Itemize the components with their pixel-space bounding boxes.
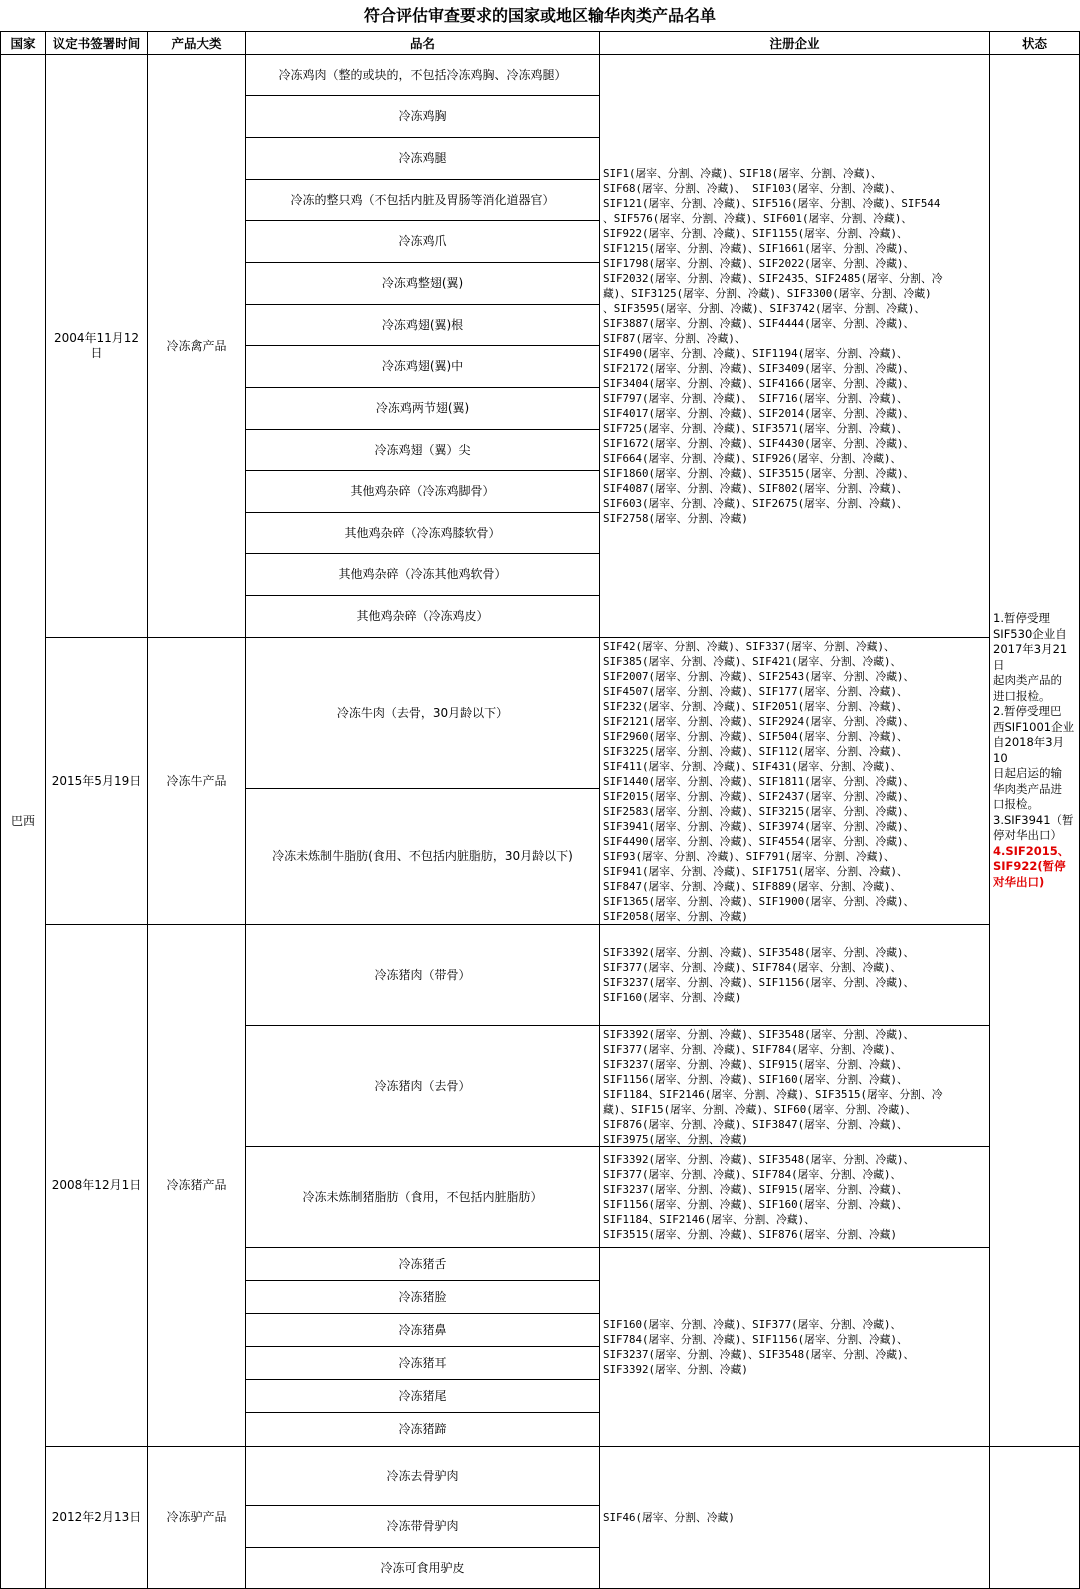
- header-country: [0, 31, 46, 55]
- enterprise-line: SIF2058(屠宰、分割、冷藏): [603, 910, 748, 923]
- signing-date: 2012年2月13日: [51, 1510, 142, 1524]
- status-line-highlight: SIF922(暂停: [993, 859, 1066, 873]
- enterprise-line: SIF1672(屠宰、分割、冷藏)、SIF4430(屠宰、分割、冷藏)、: [603, 437, 915, 450]
- product-cell: [246, 554, 600, 596]
- enterprise-line: SIF3941(屠宰、分割、冷藏)、SIF3974(屠宰、分割、冷藏)、: [603, 820, 915, 833]
- status-cell-empty: [990, 1447, 1080, 1589]
- product-cell: [246, 96, 600, 138]
- product-name: 冷冻猪蹄: [398, 1422, 447, 1436]
- status-line: 西SIF1001企业: [993, 719, 1075, 734]
- product-cell: [246, 596, 600, 638]
- status-line: 2.暂停受理巴: [993, 704, 1062, 718]
- enterprise-line: SIF160(屠宰、分割、冷藏): [603, 991, 742, 1004]
- enterprise-line: SIF784(屠宰、分割、冷藏)、SIF1156(屠宰、分割、冷藏)、: [603, 1333, 908, 1346]
- product-name: 其他鸡杂碎（冷冻鸡皮）: [356, 609, 489, 623]
- enterprise-line: SIF2758(屠宰、分割、冷藏): [603, 512, 748, 525]
- enterprise-cell: [600, 638, 990, 925]
- product-name: 冷冻猪肉（带骨）: [374, 967, 471, 982]
- product-cell: [246, 1347, 600, 1380]
- enterprise-line: SIF3392(屠宰、分割、冷藏)、SIF3548(屠宰、分割、冷藏)、: [603, 1028, 915, 1041]
- product-name: 冷冻鸡腿: [398, 151, 447, 165]
- enterprise-line: SIF1215(屠宰、分割、冷藏)、SIF1661(屠宰、分割、冷藏)、: [603, 242, 915, 255]
- enterprise-line: SIF847(屠宰、分割、冷藏)、SIF889(屠宰、分割、冷藏)、: [603, 880, 902, 893]
- signing-date-cell: [46, 638, 148, 925]
- enterprise-line: SIF1156(屠宰、分割、冷藏)、SIF160(屠宰、分割、冷藏)、: [603, 1073, 908, 1086]
- enterprise-line: SIF1156(屠宰、分割、冷藏)、SIF160(屠宰、分割、冷藏)、: [603, 1198, 908, 1211]
- status-line: 进口报检。: [993, 688, 1051, 703]
- enterprise-line: SIF411(屠宰、分割、冷藏)、SIF431(屠宰、分割、冷藏)、: [603, 760, 902, 773]
- enterprise-line: SIF385(屠宰、分割、冷藏)、SIF421(屠宰、分割、冷藏)、: [603, 655, 902, 668]
- product-cell: [246, 221, 600, 263]
- product-name: 冷冻猪脸: [398, 1289, 447, 1304]
- enterprise-line: SIF232(屠宰、分割、冷藏)、SIF2051(屠宰、分割、冷藏)、: [603, 700, 908, 713]
- status-line-highlight: 4.SIF2015、: [993, 843, 1070, 858]
- enterprise-line: SIF2960(屠宰、分割、冷藏)、SIF504(屠宰、分割、冷藏)、: [603, 730, 908, 743]
- enterprise-line: SIF3975(屠宰、分割、冷藏): [603, 1133, 748, 1146]
- product-cell: [246, 1314, 600, 1347]
- product-cell: [246, 789, 600, 925]
- category-cell: [148, 638, 246, 925]
- product-name: 冷冻鸡整翅(翼): [381, 276, 464, 290]
- enterprise-line: 藏)、SIF15(屠宰、分割、冷藏)、SIF60(屠宰、分割、冷藏)、: [603, 1103, 917, 1116]
- product-cell: [246, 925, 600, 1026]
- signing-date: 2008年12月1日: [51, 1178, 142, 1192]
- enterprise-line: SIF4087(屠宰、分割、冷藏)、SIF802(屠宰、分割、冷藏)、: [603, 482, 908, 495]
- signing-date-cell: [46, 55, 148, 638]
- header-label: 状态: [1021, 36, 1047, 51]
- enterprise-line: SIF1184、SIF2146(屠宰、分割、冷藏)、: [603, 1213, 815, 1226]
- status-line: 3.SIF3941（暂: [993, 812, 1074, 827]
- header-label: 品名: [409, 36, 435, 51]
- header-product: [246, 31, 600, 55]
- enterprise-cell: [600, 1026, 990, 1147]
- category-cell: [148, 925, 246, 1447]
- enterprise-line: SIF87(屠宰、分割、冷藏)、: [603, 332, 746, 345]
- product-cell: [246, 1248, 600, 1281]
- enterprise-line: SIF725(屠宰、分割、冷藏)、SIF3571(屠宰、分割、冷藏)、: [603, 422, 908, 435]
- enterprise-line: SIF42(屠宰、分割、冷藏)、SIF337(屠宰、分割、冷藏)、: [603, 640, 895, 653]
- product-cell: [246, 388, 600, 430]
- status-line: 华肉类产品进: [993, 781, 1062, 796]
- product-cell: [246, 1026, 600, 1147]
- enterprise-line: SIF2583(屠宰、分割、冷藏)、SIF3215(屠宰、分割、冷藏)、: [603, 805, 915, 818]
- signing-date-cell: [46, 925, 148, 1447]
- enterprise-line: SIF93(屠宰、分割、冷藏)、SIF791(屠宰、分割、冷藏)、: [603, 850, 895, 863]
- product-name: 冷冻猪肉（去骨）: [374, 1078, 471, 1093]
- category-cell: [148, 55, 246, 638]
- product-cell: [246, 180, 600, 221]
- header-category: [148, 31, 246, 55]
- category-name: 冷冻驴产品: [166, 1510, 227, 1524]
- enterprise-line: SIF490(屠宰、分割、冷藏)、SIF1194(屠宰、分割、冷藏)、: [603, 347, 908, 360]
- product-cell: [246, 1281, 600, 1314]
- enterprise-line: SIF160(屠宰、分割、冷藏)、SIF377(屠宰、分割、冷藏)、: [603, 1318, 902, 1331]
- product-name: 冷冻带骨驴肉: [386, 1519, 459, 1533]
- enterprise-line: SIF941(屠宰、分割、冷藏)、SIF1751(屠宰、分割、冷藏)、: [603, 865, 908, 878]
- header-status: [990, 31, 1080, 55]
- product-name: 冷冻未炼制牛脂肪(食用、不包括内脏脂肪，30月龄以下): [272, 849, 573, 863]
- product-cell: [246, 1380, 600, 1413]
- product-name: 冷冻鸡翅（翼）尖: [374, 442, 471, 457]
- country-cell: [0, 55, 46, 1589]
- enterprise-line: SIF2121(屠宰、分割、冷藏)、SIF2924(屠宰、分割、冷藏)、: [603, 715, 915, 728]
- product-name: 冷冻鸡翅(翼)中: [381, 359, 464, 373]
- enterprise-line: SIF3392(屠宰、分割、冷藏): [603, 1363, 748, 1376]
- status-line: 1.暂停受理: [993, 611, 1050, 625]
- header-signing-date: [46, 31, 148, 55]
- product-name: 冷冻鸡两节翅(翼): [375, 401, 470, 415]
- enterprise-line: SIF797(屠宰、分割、冷藏)、 SIF716(屠宰、分割、冷藏)、: [603, 392, 908, 405]
- status-cell: [990, 55, 1080, 1447]
- enterprise-line: SIF68(屠宰、分割、冷藏)、 SIF103(屠宰、分割、冷藏)、: [603, 182, 902, 195]
- category-name: 冷冻牛产品: [166, 773, 227, 788]
- enterprise-line: SIF876(屠宰、分割、冷藏)、SIF3847(屠宰、分割、冷藏)、: [603, 1118, 908, 1131]
- enterprise-line: SIF121(屠宰、分割、冷藏)、SIF516(屠宰、分割、冷藏)、SIF544: [603, 197, 941, 210]
- enterprise-line: SIF1798(屠宰、分割、冷藏)、SIF2022(屠宰、分割、冷藏)、: [603, 257, 915, 270]
- enterprise-cell: [600, 55, 990, 638]
- product-name: 冷冻鸡肉（整的或块的，不包括冷冻鸡胸、冷冻鸡腿）: [278, 67, 567, 82]
- enterprise-cell: [600, 1147, 990, 1248]
- enterprise-line: SIF377(屠宰、分割、冷藏)、SIF784(屠宰、分割、冷藏)、: [603, 1168, 902, 1181]
- product-name: 冷冻猪舌: [398, 1256, 447, 1271]
- enterprise-line: 、SIF576(屠宰、分割、冷藏)、SIF601(屠宰、分割、冷藏)、: [603, 212, 913, 225]
- product-cell: [246, 1548, 600, 1589]
- category-name: 冷冻禽产品: [166, 338, 227, 353]
- enterprise-line: SIF3237(屠宰、分割、冷藏)、SIF1156(屠宰、分割、冷藏)、: [603, 976, 915, 989]
- enterprise-line: SIF3225(屠宰、分割、冷藏)、SIF112(屠宰、分割、冷藏)、: [603, 745, 908, 758]
- enterprise-line: SIF922(屠宰、分割、冷藏)、SIF1155(屠宰、分割、冷藏)、: [603, 227, 908, 240]
- enterprise-line: SIF1440(屠宰、分割、冷藏)、SIF1811(屠宰、分割、冷藏)、: [603, 775, 915, 788]
- status-line: 2017年3月21日: [993, 642, 1068, 672]
- enterprise-line: SIF1(屠宰、分割、冷藏)、SIF18(屠宰、分割、冷藏)、: [603, 167, 882, 180]
- product-cell: [246, 1413, 600, 1447]
- product-name: 冷冻猪耳: [398, 1355, 447, 1370]
- enterprise-cell: [600, 1447, 990, 1589]
- product-cell: [246, 430, 600, 471]
- enterprise-line: SIF1184、SIF2146(屠宰、分割、冷藏)、SIF3515(屠宰、分割、冷: [603, 1088, 943, 1101]
- enterprise-line: SIF1860(屠宰、分割、冷藏)、SIF3515(屠宰、分割、冷藏)、: [603, 467, 915, 480]
- status-line: 起肉类产品的: [993, 673, 1062, 687]
- enterprise-line: SIF3515(屠宰、分割、冷藏)、SIF876(屠宰、分割、冷藏): [603, 1228, 898, 1241]
- signing-date: 2004年11月12日: [53, 331, 140, 360]
- product-name: 冷冻鸡爪: [398, 234, 447, 248]
- header-label: 议定书签署时间: [52, 36, 141, 51]
- enterprise-line: SIF4490(屠宰、分割、冷藏)、SIF4554(屠宰、分割、冷藏)、: [603, 835, 915, 848]
- status-line: 自2018年3月10: [993, 735, 1065, 765]
- product-cell: [246, 1506, 600, 1548]
- category-cell: [148, 1447, 246, 1589]
- enterprise-line: SIF3392(屠宰、分割、冷藏)、SIF3548(屠宰、分割、冷藏)、: [603, 1153, 915, 1166]
- enterprise-line: SIF1365(屠宰、分割、冷藏)、SIF1900(屠宰、分割、冷藏)、: [603, 895, 915, 908]
- enterprise-line: SIF603(屠宰、分割、冷藏)、SIF2675(屠宰、分割、冷藏)、: [603, 497, 908, 510]
- enterprise-line: SIF3404(屠宰、分割、冷藏)、SIF4166(屠宰、分割、冷藏)、: [603, 377, 915, 390]
- status-line: SIF530企业自: [993, 626, 1067, 641]
- product-cell: [246, 305, 600, 346]
- product-cell: [246, 263, 600, 305]
- country-name: 巴西: [10, 814, 35, 828]
- product-cell: [246, 138, 600, 180]
- product-name: 冷冻鸡胸: [398, 109, 447, 123]
- enterprise-line: SIF3237(屠宰、分割、冷藏)、SIF915(屠宰、分割、冷藏)、: [603, 1058, 908, 1071]
- enterprise-line: 藏)、SIF3125(屠宰、分割、冷藏)、SIF3300(屠宰、分割、冷藏): [603, 287, 932, 300]
- product-name: 冷冻可食用驴皮: [380, 1560, 465, 1575]
- product-name: 其他鸡杂碎（冷冻鸡脚骨）: [350, 484, 495, 498]
- enterprise-line: SIF46(屠宰、分割、冷藏): [603, 1511, 735, 1524]
- product-cell: [246, 513, 600, 554]
- signing-date: 2015年5月19日: [51, 773, 142, 788]
- enterprise-cell: [600, 925, 990, 1026]
- product-name: 冷冻猪尾: [398, 1388, 447, 1403]
- product-name: 其他鸡杂碎（冷冻其他鸡软骨）: [338, 567, 507, 581]
- enterprise-line: 、SIF3595(屠宰、分割、冷藏)、SIF3742(屠宰、分割、冷藏)、: [603, 302, 926, 315]
- header-enterprise: [600, 31, 990, 55]
- enterprise-line: SIF3237(屠宰、分割、冷藏)、SIF3548(屠宰、分割、冷藏)、: [603, 1348, 915, 1361]
- product-name: 冷冻鸡翅(翼)根: [381, 317, 464, 332]
- status-line: 口报检。: [993, 797, 1039, 811]
- product-name: 冷冻猪鼻: [398, 1322, 447, 1337]
- product-name: 冷冻的整只鸡（不包括内脏及胃肠等消化道器官）: [290, 192, 555, 207]
- product-cell: [246, 471, 600, 513]
- enterprise-line: SIF377(屠宰、分割、冷藏)、SIF784(屠宰、分割、冷藏)、: [603, 1043, 902, 1056]
- enterprise-line: SIF2032(屠宰、分割、冷藏)、SIF2435、SIF2485(屠宰、分割、冷: [603, 272, 943, 285]
- product-name: 冷冻未炼制猪脂肪（食用，不包括内脏脂肪）: [302, 1189, 543, 1204]
- product-name: 冷冻牛肉（去骨，30月龄以下）: [336, 705, 509, 720]
- signing-date-cell: [46, 1447, 148, 1589]
- product-cell: [246, 346, 600, 388]
- product-name: 其他鸡杂碎（冷冻鸡膝软骨）: [344, 525, 501, 540]
- enterprise-line: SIF4507(屠宰、分割、冷藏)、SIF177(屠宰、分割、冷藏)、: [603, 685, 908, 698]
- product-cell: [246, 1447, 600, 1506]
- product-cell: [246, 638, 600, 789]
- enterprise-line: SIF377(屠宰、分割、冷藏)、SIF784(屠宰、分割、冷藏)、: [603, 961, 902, 974]
- header-label: 注册企业: [769, 36, 820, 51]
- product-name: 冷冻去骨驴肉: [386, 1468, 459, 1483]
- category-name: 冷冻猪产品: [166, 1178, 227, 1192]
- enterprise-line: SIF3392(屠宰、分割、冷藏)、SIF3548(屠宰、分割、冷藏)、: [603, 946, 915, 959]
- enterprise-line: SIF2007(屠宰、分割、冷藏)、SIF2543(屠宰、分割、冷藏)、: [603, 670, 915, 683]
- product-cell: [246, 1147, 600, 1248]
- document-title: 符合评估审查要求的国家或地区输华肉类产品名单: [363, 6, 716, 25]
- enterprise-line: SIF664(屠宰、分割、冷藏)、SIF926(屠宰、分割、冷藏)、: [603, 452, 902, 465]
- status-line: 日起启运的输: [993, 766, 1062, 780]
- enterprise-line: SIF2172(屠宰、分割、冷藏)、SIF3409(屠宰、分割、冷藏)、: [603, 362, 915, 375]
- enterprise-line: SIF3887(屠宰、分割、冷藏)、SIF4444(屠宰、分割、冷藏)、: [603, 317, 915, 330]
- enterprise-line: SIF2015(屠宰、分割、冷藏)、SIF2437(屠宰、分割、冷藏)、: [603, 790, 915, 803]
- status-line: 停对华出口）: [993, 828, 1062, 842]
- header-label: 产品大类: [171, 36, 222, 51]
- enterprise-line: SIF4017(屠宰、分割、冷藏)、SIF2014(屠宰、分割、冷藏)、: [603, 407, 915, 420]
- enterprise-line: SIF3237(屠宰、分割、冷藏)、SIF915(屠宰、分割、冷藏)、: [603, 1183, 908, 1196]
- product-cell: [246, 55, 600, 96]
- enterprise-cell: [600, 1248, 990, 1447]
- header-label: 国家: [10, 36, 36, 51]
- status-line-highlight: 对华出口): [993, 874, 1045, 889]
